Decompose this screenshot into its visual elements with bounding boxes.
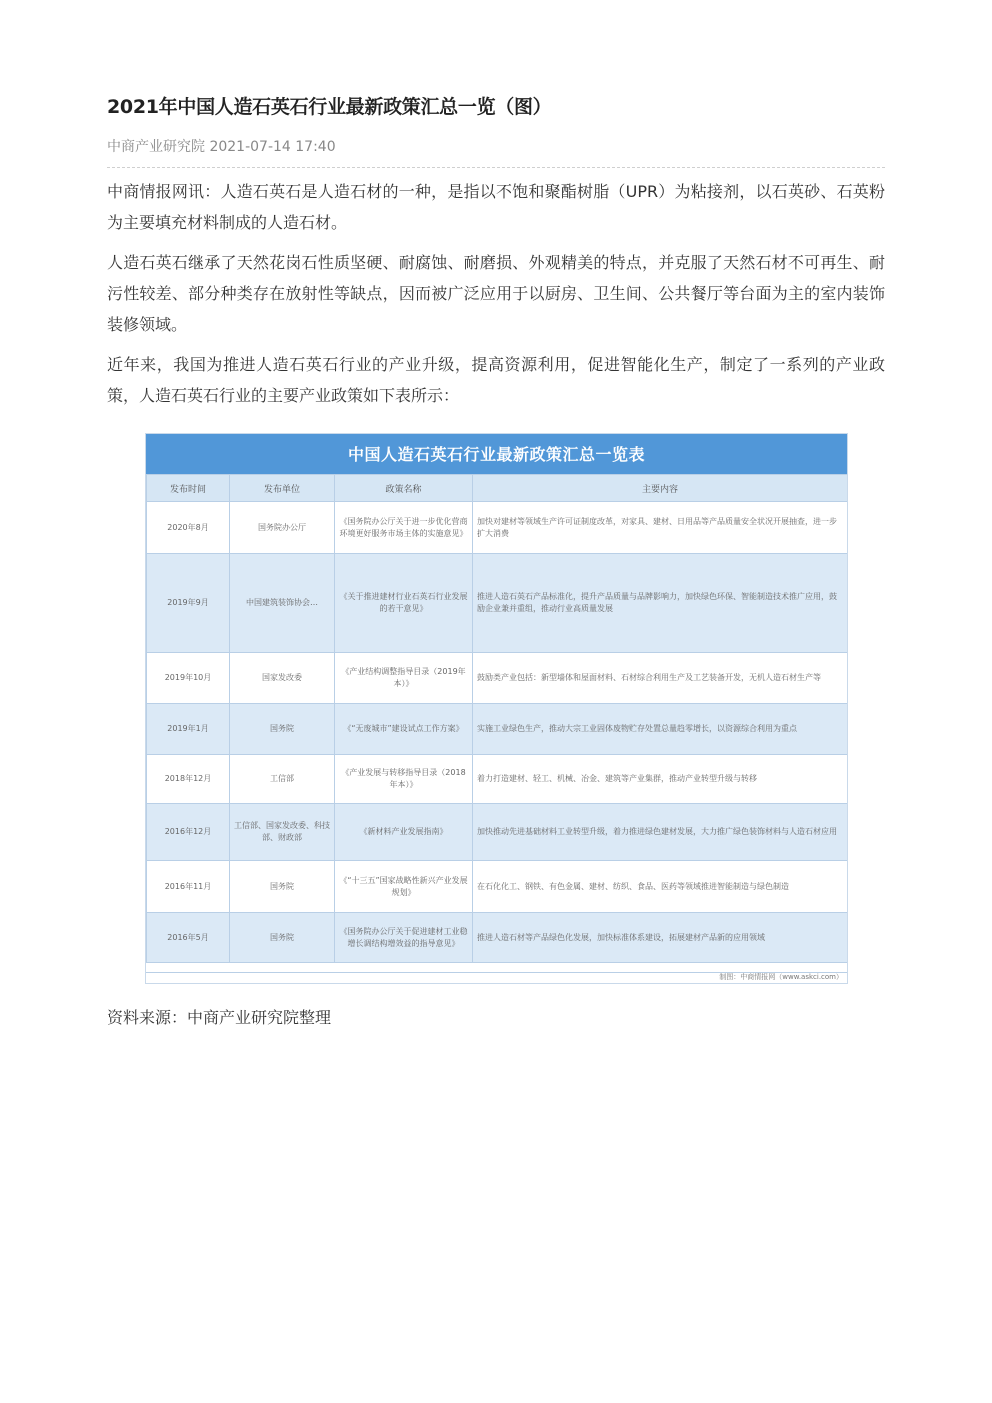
cell-agency: 国务院 [230, 913, 335, 963]
cell-policy: 《国务院办公厅关于促进建材工业稳增长调结构增效益的指导意见》 [335, 913, 473, 963]
cell-policy: 《“无废城市”建设试点工作方案》 [335, 704, 473, 755]
table-row [147, 653, 848, 704]
cell-content: 加快推动先进基础材料工业转型升级，着力推进绿色建材发展，大力推广绿色装饰材料与人造石材应用 [473, 804, 848, 861]
table-row [147, 704, 848, 755]
table-row [147, 755, 848, 804]
paragraph-features: 人造石英石继承了天然花岗石性质坚硬、耐腐蚀、耐磨损、外观精美的特点，并克服了天然石材不可再生、耐污性较差、部分种类存在放射性等缺点，因而被广泛应用于以厨房、卫生间、公共餐厅等台面为主的室内装饰装修领域。 [107, 253, 885, 334]
footer-source: 资料来源：中商产业研究院整理 [107, 1008, 332, 1027]
cell-agency: 国家发改委 [230, 653, 335, 704]
cell-policy: 《新材料产业发展指南》 [335, 804, 473, 861]
page-title: 2021年中国人造石英石行业最新政策汇总一览（图） [107, 96, 552, 118]
policy-table-image [145, 433, 848, 984]
cell-content: 在石化化工、钢铁、有色金属、建材、纺织、食品、医药等领域推进智能制造与绿色制造 [473, 861, 848, 913]
paragraph-intro: 中商情报网讯：人造石英石是人造石材的一种，是指以不饱和聚酯树脂（UPR）为粘接剂，以石英砂、石英粉为主要填充材料制成的人造石材。 [107, 182, 885, 232]
table-row [147, 554, 848, 653]
cell-policy: 《产业结构调整指导目录（2019年本）》 [335, 653, 473, 704]
cell-date: 2019年1月 [147, 704, 230, 755]
table-row [147, 913, 848, 963]
paragraph-policy: 近年来，我国为推进人造石英石行业的产业升级，提高资源利用，促进智能化生产，制定了一系列的产业政策，人造石英石行业的主要产业政策如下表所示： [107, 355, 885, 405]
table-header-row [147, 475, 848, 502]
cell-content: 加快对建材等领域生产许可证制度改革，对家具、建材、日用品等产品质量安全状况开展抽查，进一步扩大消费 [473, 502, 848, 554]
cell-policy: 《关于推进建材行业石英石行业发展的若干意见》 [335, 554, 473, 653]
cell-agency: 中国建筑装饰协会… [230, 554, 335, 653]
cell-agency: 工信部 [230, 755, 335, 804]
cell-date: 2016年12月 [147, 804, 230, 861]
column-header: 发布时间 [147, 475, 230, 502]
cell-agency: 国务院 [230, 704, 335, 755]
cell-policy: 《产业发展与转移指导目录（2018年本）》 [335, 755, 473, 804]
cell-date: 2018年12月 [147, 755, 230, 804]
cell-date: 2020年8月 [147, 502, 230, 554]
cell-policy: 《国务院办公厅关于进一步优化营商环境更好服务市场主体的实施意见》 [335, 502, 473, 554]
cell-content: 实施工业绿色生产，推动大宗工业固体废物贮存处置总量趋零增长，以资源综合利用为重点 [473, 704, 848, 755]
column-header: 主要内容 [473, 475, 848, 502]
table-row [147, 502, 848, 554]
cell-date: 2016年11月 [147, 861, 230, 913]
cell-date: 2016年5月 [147, 913, 230, 963]
cell-content: 鼓励类产业包括：新型墙体和屋面材料、石材综合利用生产及工艺装备开发，无机人造石材生产等 [473, 653, 848, 704]
article-meta [107, 136, 336, 156]
table-row [147, 861, 848, 913]
column-header: 发布单位 [230, 475, 335, 502]
cell-agency: 国务院 [230, 861, 335, 913]
cell-agency: 工信部、国家发改委、科技部、财政部 [230, 804, 335, 861]
image-credit: 制图：中商情报网（www.askci.com） [719, 973, 843, 981]
column-header: 政策名称 [335, 475, 473, 502]
cell-date: 2019年9月 [147, 554, 230, 653]
table-title: 中国人造石英石行业最新政策汇总一览表 [146, 434, 847, 474]
cell-content: 着力打造建材、轻工、机械、冶金、建筑等产业集群，推动产业转型升级与转移 [473, 755, 848, 804]
cell-date: 2019年10月 [147, 653, 230, 704]
cell-agency: 国务院办公厅 [230, 502, 335, 554]
publish-datetime: 2021-07-14 17:40 [209, 139, 336, 155]
source-name[interactable]: 中商产业研究院 [107, 139, 205, 155]
table-row [147, 804, 848, 861]
cell-content: 推进人造石材等产品绿色化发展，加快标准体系建设，拓展建材产品新的应用领域 [473, 913, 848, 963]
policy-table [146, 474, 848, 963]
cell-policy: 《“十三五”国家战略性新兴产业发展规划》 [335, 861, 473, 913]
cell-content: 推进人造石英石产品标准化，提升产品质量与品牌影响力，加快绿色环保、智能制造技术推广应用，鼓励企业兼并重组，推动行业高质量发展 [473, 554, 848, 653]
divider [107, 167, 885, 168]
